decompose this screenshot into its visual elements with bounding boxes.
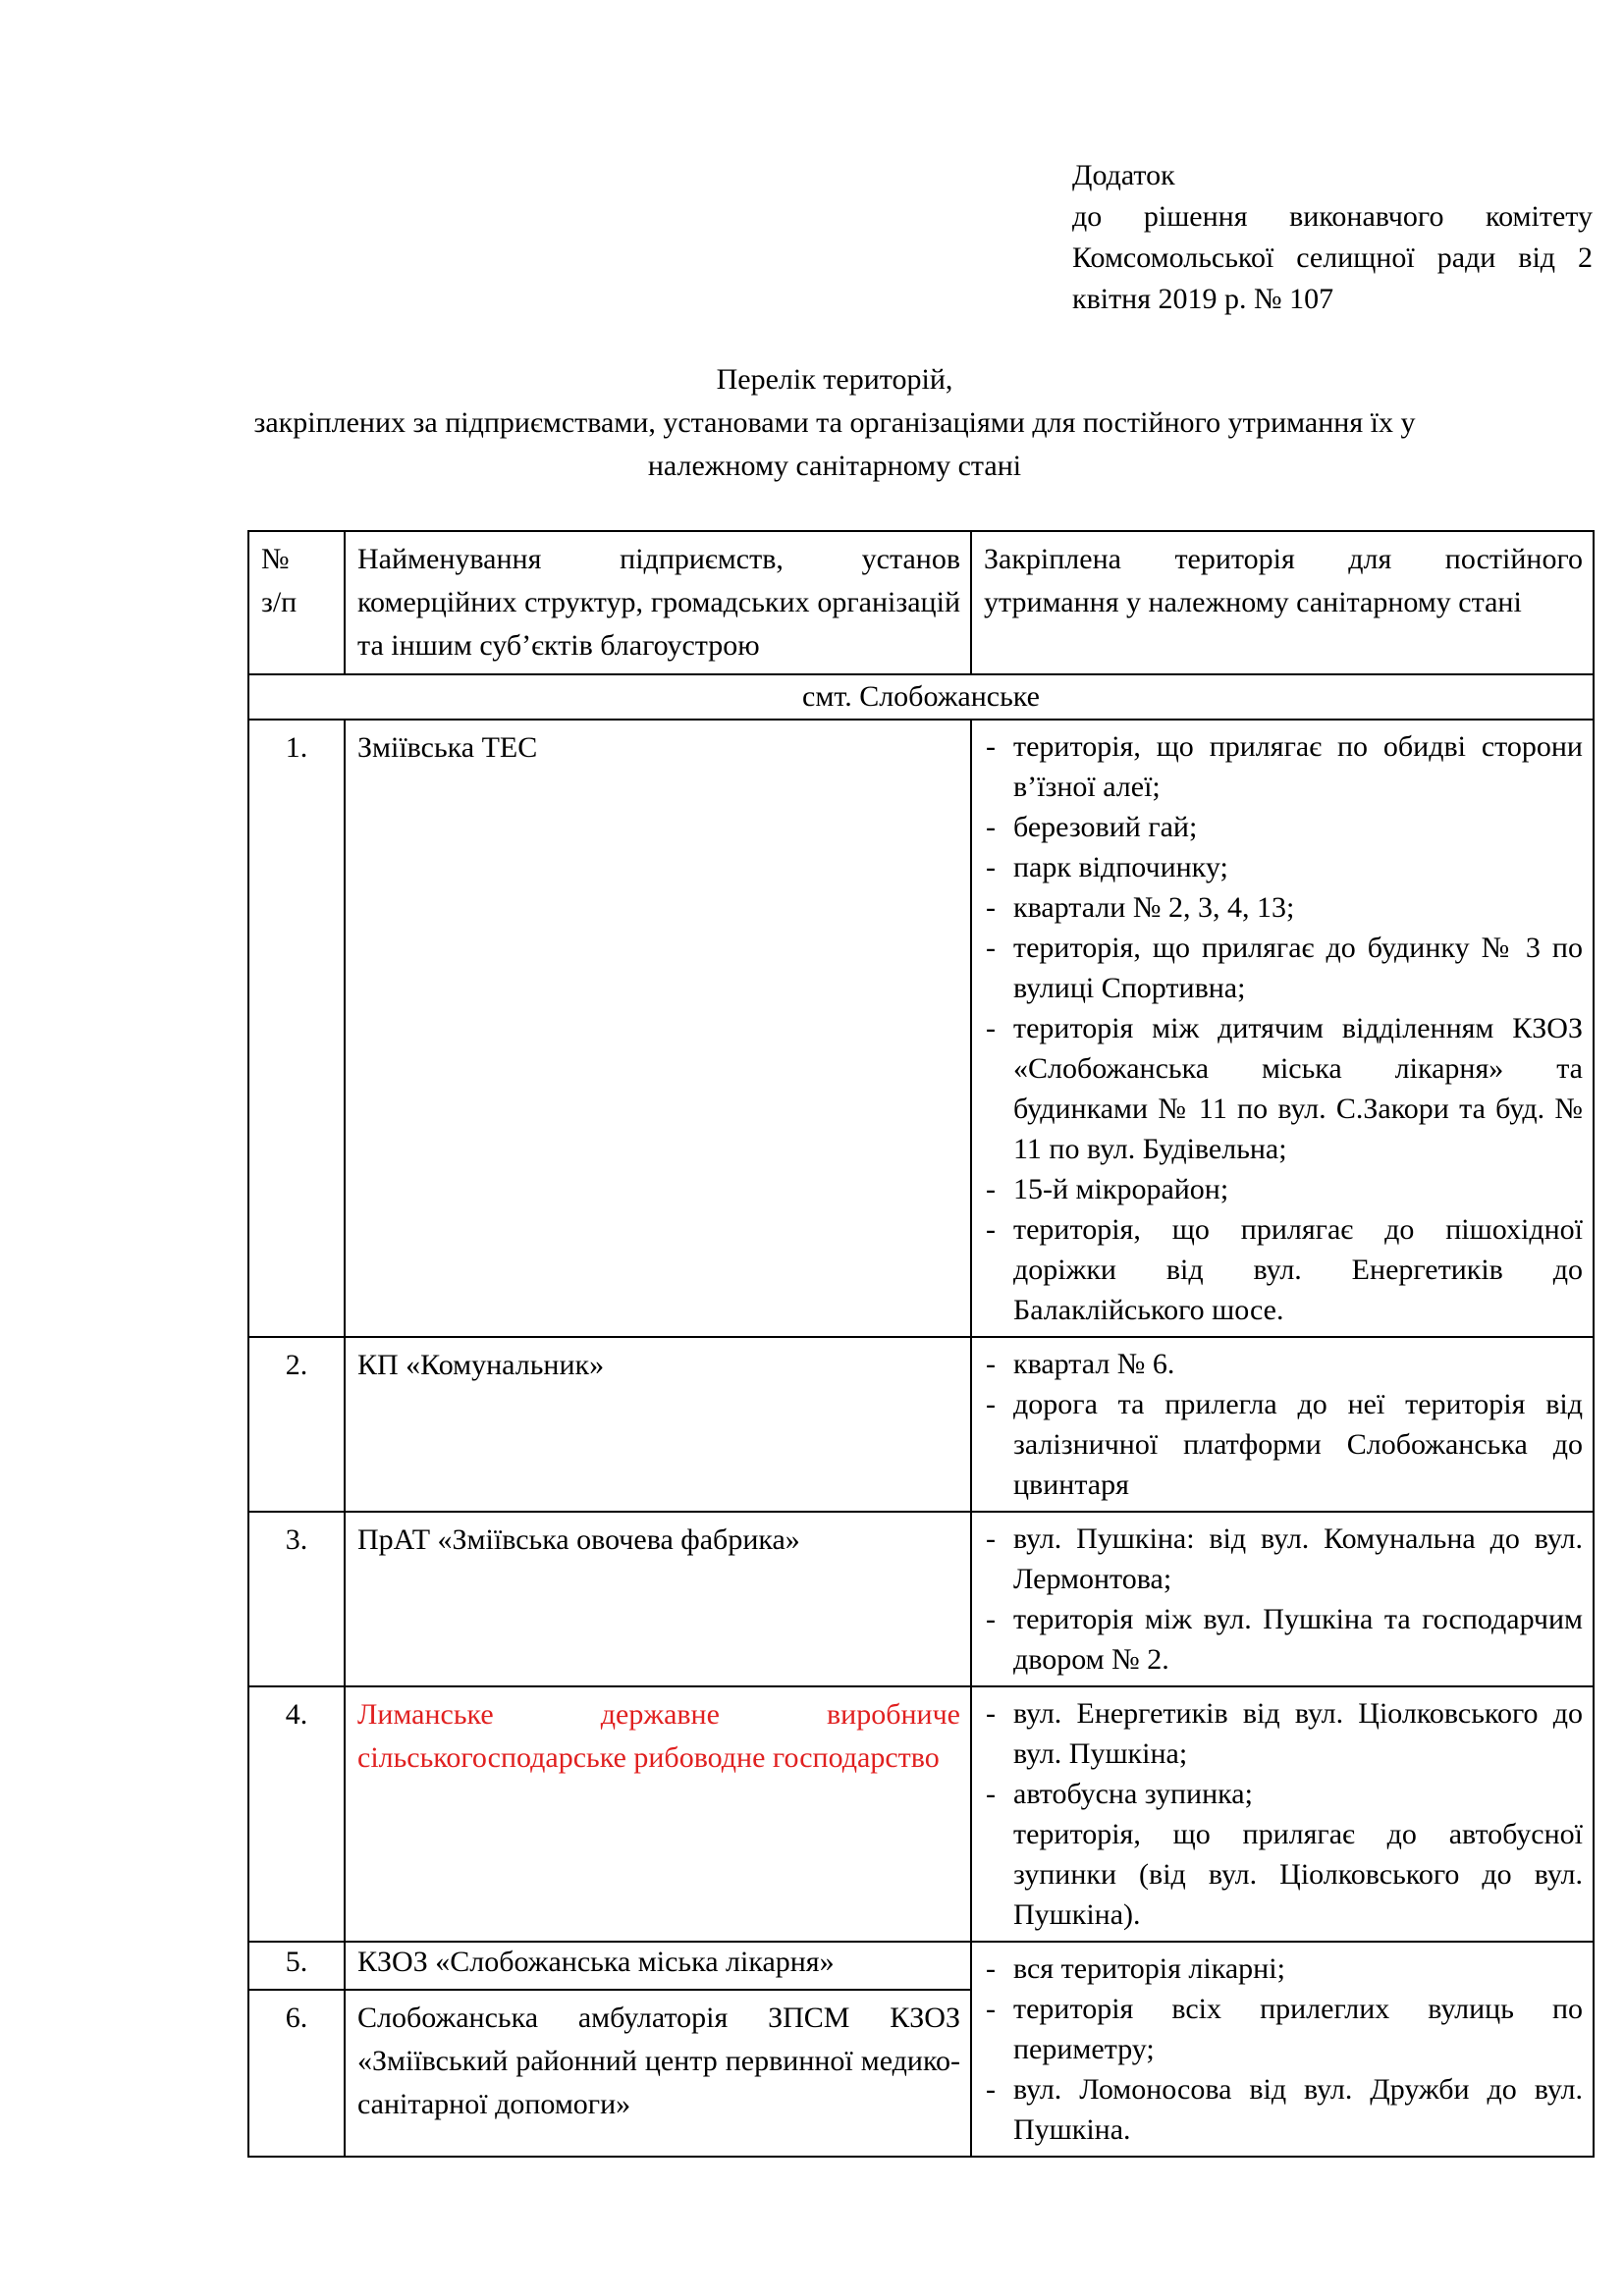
territory-cell <box>971 1337 1594 1512</box>
dash-marker: - <box>986 1778 996 1810</box>
territory-item: - парк відпочинку; <box>984 847 1583 887</box>
dash-marker: - <box>986 1012 996 1044</box>
row-number: 2. <box>248 1337 345 1512</box>
dash-marker: - <box>986 1213 996 1246</box>
table-row <box>248 720 1594 1337</box>
title-line-3: належному санітарному стані <box>647 450 1022 482</box>
territory-item: - вул. Ломоносова від вул. Дружби до вул. Пушкіна. <box>984 2069 1583 2150</box>
header-territory: Закріплена територія для постійного утримання у належному санітарному стані <box>971 531 1594 674</box>
territory-item: - територія між вул. Пушкіна та господарчим двором № 2. <box>984 1599 1583 1680</box>
dash-marker: - <box>986 932 996 964</box>
appendix-line-1: Додаток <box>1072 159 1175 191</box>
appendix-line-4: квітня 2019 р. № 107 <box>1072 283 1334 315</box>
territory-item: - березовий гай; <box>984 807 1583 847</box>
territory-item: - вул. Енергетиків від вул. Ціолковського до вул. Пушкіна; <box>984 1693 1583 1774</box>
dash-marker: - <box>986 1952 996 1985</box>
territory-item: - територія всіх прилеглих вулиць по периметру; <box>984 1989 1583 2069</box>
org-name: Слобожанська амбулаторія ЗПСМ КЗОЗ «Зміївський районний центр первинної медико-санітарної допомоги» <box>345 1990 971 2157</box>
org-name: ПрАТ «Зміївська овочева фабрика» <box>345 1512 971 1686</box>
territory-item: - квартал № 6. <box>984 1344 1583 1384</box>
org-name: КЗОЗ «Слобожанська міська лікарня» <box>345 1942 971 1990</box>
appendix-line-3: Комсомольської селищної ради від 2 <box>1072 241 1593 274</box>
appendix-block <box>1072 155 1593 320</box>
table-row <box>248 1512 1594 1686</box>
territory-item: - територія, що прилягає по обидві сторони в’їзної алеї; <box>984 726 1583 807</box>
territory-item: територія, що прилягає до автобусної зупинки (від вул. Ціолковського до вул. Пушкіна). <box>1013 1818 1583 1931</box>
org-name: КП «Комунальник» <box>345 1337 971 1512</box>
org-name: Зміївська ТЕС <box>345 720 971 1337</box>
table-row <box>248 1337 1594 1512</box>
header-org: Найменування підприємств, установ комерційних структур, громадських організацій та іншим суб’єктів благоустрою <box>345 531 971 674</box>
section-row <box>248 674 1594 720</box>
territory-cell-shared <box>971 1942 1594 2157</box>
title-line-1: Перелік територій, <box>716 363 953 396</box>
table-header-row <box>248 531 1594 674</box>
row-number: 6. <box>248 1990 345 2157</box>
territory-item: - територія, що прилягає до пішохідної доріжки від вул. Енергетиків до Балаклійського шосе. <box>984 1209 1583 1330</box>
dash-marker: - <box>986 1348 996 1380</box>
territory-cell <box>971 1686 1594 1942</box>
dash-marker: - <box>986 730 996 763</box>
dash-marker: - <box>986 1697 996 1730</box>
dash-marker: - <box>986 1603 996 1635</box>
table-row <box>248 1942 1594 1990</box>
row-number: 4. <box>248 1686 345 1942</box>
dash-marker: - <box>986 811 996 843</box>
territory-table <box>247 530 1595 2158</box>
territory-cell <box>971 720 1594 1337</box>
dash-marker: - <box>986 891 996 924</box>
territory-item: - квартали № 2, 3, 4, 13; <box>984 887 1583 928</box>
territory-cell <box>971 1512 1594 1686</box>
title-line-2: закріплених за підприємствами, установами та організаціями для постійного утримання їх у <box>253 406 1416 439</box>
territory-item: - дорога та прилегла до неї територія від залізничної платформи Слобожанська до цвинтаря <box>984 1384 1583 1505</box>
dash-marker: - <box>986 1388 996 1420</box>
territory-item: - автобусна зупинка; <box>984 1774 1583 1814</box>
territory-item: - вул. Пушкіна: від вул. Комунальна до вул. Лермонтова; <box>984 1519 1583 1599</box>
territory-item: - територія між дитячим відділенням КЗОЗ «Слобожанська міська лікарня» та будинками № 11 по вул. С.Закори та буд. № 11 по вул. Будівельна; <box>984 1008 1583 1169</box>
table-row <box>248 1686 1594 1942</box>
dash-marker: - <box>986 1993 996 2025</box>
dash-marker: - <box>986 2073 996 2106</box>
territory-item: - 15-й мікрорайон; <box>984 1169 1583 1209</box>
dash-marker: - <box>986 1522 996 1555</box>
dash-marker: - <box>986 851 996 883</box>
header-num: № з/п <box>248 531 345 674</box>
territory-item: - вся територія лікарні; <box>984 1949 1583 1989</box>
row-number: 1. <box>248 720 345 1337</box>
org-name-highlighted: Лиманське державне виробниче сільськогосподарське рибоводне господарство <box>345 1686 971 1942</box>
row-number: 3. <box>248 1512 345 1686</box>
appendix-line-2: до рішення виконавчого комітету <box>1072 200 1593 233</box>
dash-marker: - <box>986 1173 996 1205</box>
territory-item: - територія, що прилягає до будинку № 3 по вулиці Спортивна; <box>984 928 1583 1008</box>
section-title: смт. Слобожанське <box>248 674 1594 720</box>
row-number: 5. <box>248 1942 345 1990</box>
document-title <box>157 358 1512 488</box>
